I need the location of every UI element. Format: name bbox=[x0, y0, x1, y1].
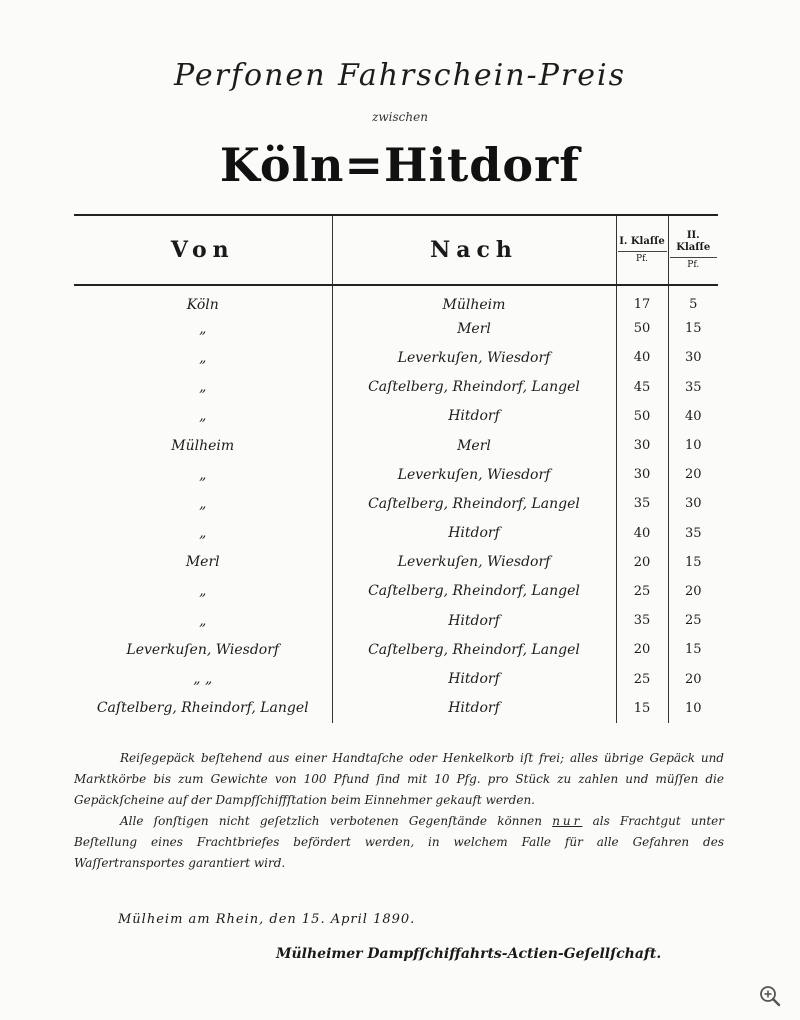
note-freight-end: als Frachtgut unter Beſtellung eines Frachtbriefes befördert werden, in welchem Falle für alle Gefahren des Waſſertransportes garantiert wird. bbox=[74, 814, 724, 870]
notes-section bbox=[74, 748, 724, 874]
cell-price-class1: 35 bbox=[616, 489, 668, 518]
cell-nach: Hitdorf bbox=[332, 694, 616, 723]
cell-price-class2: 20 bbox=[668, 577, 718, 606]
note-freight-emphasis: nur bbox=[552, 814, 583, 828]
cell-von: „ bbox=[199, 379, 207, 396]
cell-nach: Hitdorf bbox=[332, 402, 616, 431]
cell-von: Leverkuſen, Wiesdorf bbox=[126, 641, 280, 658]
cell-price-class2: 5 bbox=[668, 285, 718, 314]
cell-von: Köln bbox=[186, 296, 219, 313]
cell-von: Merl bbox=[185, 554, 220, 571]
note-luggage: Reiſegepäck beſtehend aus einer Handtaſche oder Henkelkorb iſt frei; alles übrige Gepäck und Marktkörbe bis zum Gewichte von 100 Pfund ſind mit 10 Pfg. pro Stück zu zahlen und müſſen die Gepäckſcheine auf der Dampfſchiffſtation beim Einnehmer gekauft werden. bbox=[74, 751, 724, 807]
document-title: Perfonen Fahrschein-Preis bbox=[174, 58, 626, 93]
note-freight-start: Alle ſonſtigen nicht geſetzlich verbotenen Gegenſtände können bbox=[120, 814, 542, 828]
fare-table-header bbox=[74, 215, 718, 285]
cell-price-class2: 35 bbox=[668, 519, 718, 548]
header-nach: Nach bbox=[332, 215, 616, 285]
table-row bbox=[74, 635, 718, 664]
cell-price-class2: 15 bbox=[668, 314, 718, 343]
cell-price-class1: 25 bbox=[616, 577, 668, 606]
document-subtitle: zwischen bbox=[372, 110, 428, 124]
cell-price-class1: 40 bbox=[616, 343, 668, 372]
cell-nach: Caſtelberg, Rheindorf, Langel bbox=[332, 577, 616, 606]
table-row bbox=[74, 489, 718, 518]
dateline: Mülheim am Rhein, den 15. April 1890. bbox=[118, 912, 416, 927]
table-row bbox=[74, 548, 718, 577]
cell-nach: Leverkuſen, Wiesdorf bbox=[332, 460, 616, 489]
header-class2 bbox=[668, 215, 718, 285]
cell-price-class2: 10 bbox=[668, 431, 718, 460]
zoom-in-icon[interactable] bbox=[758, 984, 782, 1008]
cell-price-class1: 40 bbox=[616, 519, 668, 548]
cell-price-class2: 15 bbox=[668, 635, 718, 664]
table-row bbox=[74, 431, 718, 460]
cell-price-class1: 50 bbox=[616, 402, 668, 431]
header-class1-label: I. Klaſſe bbox=[619, 235, 665, 247]
cell-von: „ bbox=[199, 349, 207, 366]
table-row bbox=[74, 577, 718, 606]
cell-price-class2: 10 bbox=[668, 694, 718, 723]
fare-table bbox=[74, 214, 718, 723]
cell-von: „ „ bbox=[193, 671, 213, 688]
table-row bbox=[74, 460, 718, 489]
cell-price-class1: 45 bbox=[616, 373, 668, 402]
table-row bbox=[74, 343, 718, 372]
cell-nach: Caſtelberg, Rheindorf, Langel bbox=[332, 489, 616, 518]
signature: Mülheimer Dampfſchiffahrts-Actien-Geſellſchaft. bbox=[276, 946, 662, 962]
header-class1-unit: Pf. bbox=[618, 251, 667, 265]
cell-nach: Merl bbox=[332, 431, 616, 460]
cell-nach: Caſtelberg, Rheindorf, Langel bbox=[332, 635, 616, 664]
cell-price-class2: 25 bbox=[668, 606, 718, 635]
cell-price-class2: 15 bbox=[668, 548, 718, 577]
cell-von: „ bbox=[199, 466, 207, 483]
cell-price-class1: 17 bbox=[616, 285, 668, 314]
cell-nach: Merl bbox=[332, 314, 616, 343]
cell-price-class2: 30 bbox=[668, 343, 718, 372]
cell-price-class1: 50 bbox=[616, 314, 668, 343]
cell-price-class1: 20 bbox=[616, 635, 668, 664]
cell-von: „ bbox=[199, 495, 207, 512]
cell-von: „ bbox=[199, 612, 207, 629]
cell-nach: Caſtelberg, Rheindorf, Langel bbox=[332, 373, 616, 402]
cell-nach: Leverkuſen, Wiesdorf bbox=[332, 548, 616, 577]
table-row bbox=[74, 519, 718, 548]
header-von: Von bbox=[74, 215, 332, 285]
route-heading: Köln=Hitdorf bbox=[219, 138, 581, 192]
note-freight bbox=[74, 811, 724, 874]
table-row bbox=[74, 694, 718, 723]
table-row bbox=[74, 285, 718, 314]
table-row bbox=[74, 402, 718, 431]
table-row bbox=[74, 373, 718, 402]
table-row bbox=[74, 314, 718, 343]
cell-von: „ bbox=[199, 525, 207, 542]
cell-price-class2: 20 bbox=[668, 460, 718, 489]
cell-price-class2: 30 bbox=[668, 489, 718, 518]
cell-price-class1: 30 bbox=[616, 460, 668, 489]
cell-price-class1: 30 bbox=[616, 431, 668, 460]
cell-price-class1: 15 bbox=[616, 694, 668, 723]
cell-von: Mülheim bbox=[171, 437, 235, 454]
cell-nach: Mülheim bbox=[332, 285, 616, 314]
header-class2-label: II. Klaſſe bbox=[676, 229, 711, 253]
cell-price-class2: 20 bbox=[668, 664, 718, 693]
table-row bbox=[74, 606, 718, 635]
cell-price-class2: 35 bbox=[668, 373, 718, 402]
cell-nach: Leverkuſen, Wiesdorf bbox=[332, 343, 616, 372]
cell-von: „ bbox=[199, 320, 207, 337]
cell-price-class2: 40 bbox=[668, 402, 718, 431]
cell-von: „ bbox=[199, 408, 207, 425]
cell-nach: Hitdorf bbox=[332, 664, 616, 693]
cell-von: Caſtelberg, Rheindorf, Langel bbox=[96, 700, 309, 717]
cell-price-class1: 25 bbox=[616, 664, 668, 693]
table-row bbox=[74, 664, 718, 693]
header-class1 bbox=[616, 215, 668, 285]
cell-price-class1: 35 bbox=[616, 606, 668, 635]
cell-nach: Hitdorf bbox=[332, 606, 616, 635]
cell-price-class1: 20 bbox=[616, 548, 668, 577]
header-class2-unit: Pf. bbox=[670, 257, 718, 271]
cell-nach: Hitdorf bbox=[332, 519, 616, 548]
cell-von: „ bbox=[199, 583, 207, 600]
